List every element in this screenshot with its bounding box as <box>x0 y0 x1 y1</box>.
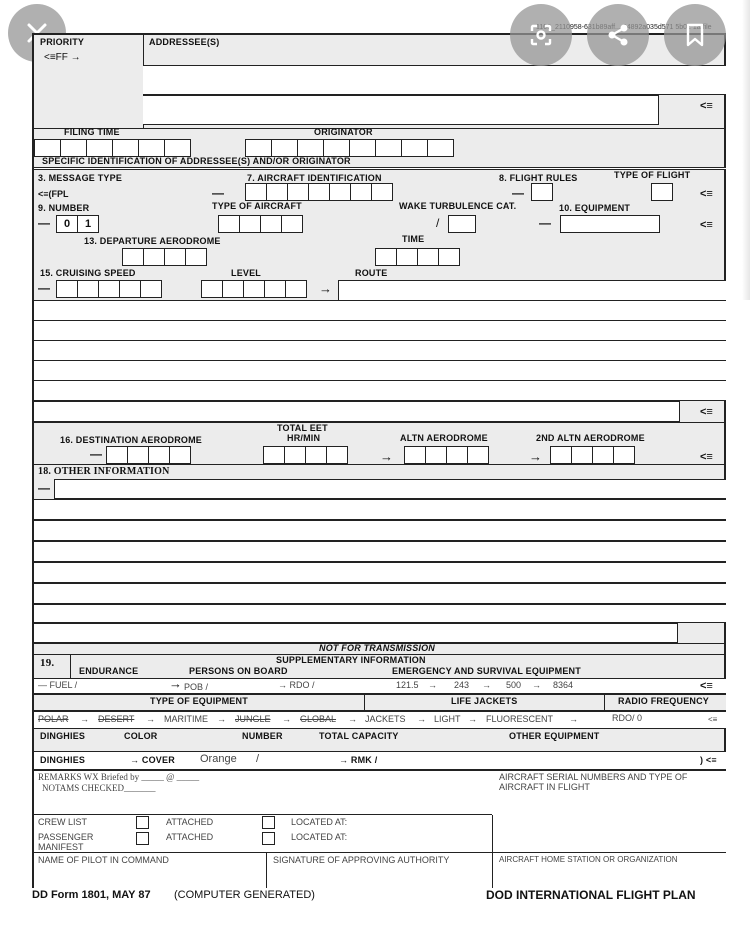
level-boxes[interactable] <box>201 280 306 298</box>
light-option[interactable]: LIGHT <box>434 714 461 724</box>
altn-boxes[interactable] <box>404 446 488 464</box>
cover-value[interactable]: Orange <box>200 753 237 765</box>
maritime-option[interactable]: MARITIME <box>164 714 208 724</box>
priority-value: <≡FF → <box>44 52 81 63</box>
end-symbol: <≡ <box>700 451 713 463</box>
share-button[interactable] <box>587 4 649 66</box>
other-info-line-8[interactable] <box>34 623 678 643</box>
jungle-option[interactable]: JUNGLE <box>235 714 271 724</box>
addressee-label: ADDRESSEE(S) <box>149 37 220 47</box>
total-capacity-header: TOTAL CAPACITY <box>319 731 399 741</box>
route-line-2[interactable] <box>34 300 726 321</box>
end-symbol: <≡ <box>708 715 718 724</box>
dinghies-header: DINGHIES <box>40 731 86 741</box>
other-info-line-7[interactable] <box>34 604 726 623</box>
end-symbol: <≡ <box>700 680 713 692</box>
lens-button[interactable] <box>510 4 572 66</box>
serial-label-2: AIRCRAFT IN FLIGHT <box>499 782 590 792</box>
other-equipment-header: OTHER EQUIPMENT <box>509 731 600 741</box>
global-option[interactable]: GLOBAL <box>300 714 337 724</box>
equipment-field[interactable] <box>560 215 660 233</box>
time-label: TIME <box>402 234 425 244</box>
bookmark-button[interactable] <box>664 4 726 66</box>
rdo-field[interactable]: → RDO / <box>278 680 315 690</box>
end-symbol: <≡ <box>700 100 713 112</box>
life-jackets-label: LIFE JACKETS <box>451 696 518 706</box>
desert-option[interactable]: DESERT <box>98 714 135 724</box>
passenger-label: PASSENGER <box>38 832 94 842</box>
flight-plan-form: PRIORITY ADDRESSEE(S) <≡FF → <≡ FILING TIME ORIGINATOR SPECIFIC IDENTIFICATION OF ADDRESSEE(S) AND/OR ORIGINATOR 3. MESSAGE TYPE 7. AIRCRAFT IDENTIFICATION 8. FLIGHT RULES TYPE OF FLIGHT <≡(FPL — — <≡ 9. NUMBER TYPE OF AIRCRAFT WAKE TURBULENCE CAT. 10. EQUIPMENT — 0 1 / — <≡ 13. DEPARTURE AERODROME TIME 15. CRUISING SPEED LEVEL ROUTE — → <≡ TOTAL EET HR/MIN 16. DESTINATION AERODROME ALTN AERODROME 2ND ALTN AERODROME — → → <≡ 18. OTHER INFORMATION — NOT FOR TRANSMISSION 19. SUPPLEMENTARY INFORMATION ENDURANCE PERSONS ON BOARD EMERGENCY AND SURVIVAL EQUIPMENT — FUEL / → POB / → RDO / 121.5 → 243 → 500 → 8364 <≡ TYPE OF EQUIPMENT LIFE JACKETS RADIO FREQUENCY POLAR → DESERT → MARITIME → JUNGLE → GLOBAL → JACKETS → LIGHT → FLUORESCENT → RDO/ 0 <≡ DINGHIES COLOR NUMBER TOTAL CAPACITY OTHER EQUIPMENT DINGHIES → COVER Orange / → RMK / ) <≡ REMARKS WX Briefed by _____ @ _____ NOTAMS CHECKED_______ AIRCRAFT SERIAL NUMBERS AND TYPE OF AIRCRAFT IN FLIGHT CREW LIST ATTACHED LOCATED AT: PASSENGER MANIFEST ATTACHED LOCATED AT: NAME OF PILOT IN COMMAND SIGNATURE OF APPROVING AUTHORITY AIRCRAFT HOME STATION OR ORGANIZATION <box>32 33 726 888</box>
level-label: LEVEL <box>231 268 262 278</box>
item19-label: 19. <box>40 657 55 669</box>
rdo-zero-field[interactable]: RDO/ 0 <box>612 713 643 723</box>
freq-121-5[interactable]: 121.5 <box>396 680 419 690</box>
addressee-line-1[interactable] <box>143 65 726 95</box>
type-of-equipment-label: TYPE OF EQUIPMENT <box>150 696 248 706</box>
priority-label: PRIORITY <box>40 37 85 47</box>
computer-generated: (COMPUTER GENERATED) <box>174 889 315 901</box>
destination-boxes[interactable] <box>106 446 190 464</box>
signature-label: SIGNATURE OF APPROVING AUTHORITY <box>273 855 450 865</box>
passenger-located-checkbox[interactable] <box>262 832 275 845</box>
addressee-line-2[interactable] <box>143 95 659 125</box>
altn2-label: 2ND ALTN AERODROME <box>536 433 645 443</box>
number-label: 9. NUMBER <box>38 203 90 213</box>
polar-option[interactable]: POLAR <box>38 714 69 724</box>
other-info-line-1[interactable] <box>54 479 726 499</box>
type-of-flight-label: TYPE OF FLIGHT <box>614 170 691 180</box>
form-id: DD Form 1801, MAY 87 <box>32 889 151 901</box>
manifest-label: MANIFEST <box>38 842 84 852</box>
emergency-equip-label: EMERGENCY AND SURVIVAL EQUIPMENT <box>392 666 581 676</box>
aircraft-id-label: 7. AIRCRAFT IDENTIFICATION <box>247 173 382 183</box>
type-of-aircraft-boxes[interactable] <box>218 215 302 233</box>
other-info-line-6[interactable] <box>34 583 726 604</box>
route-line-4[interactable] <box>34 340 726 361</box>
type-of-flight-box[interactable] <box>651 183 672 201</box>
lens-icon <box>528 22 554 48</box>
message-type-label: 3. MESSAGE TYPE <box>38 173 123 183</box>
share-icon <box>605 22 631 48</box>
wake-turbulence-label: WAKE TURBULENCE CAT. <box>399 201 517 211</box>
notams-label[interactable]: NOTAMS CHECKED_______ <box>42 783 156 793</box>
destination-label: 16. DESTINATION AERODROME <box>60 435 203 445</box>
other-info-line-5[interactable] <box>34 562 726 583</box>
endurance-row <box>34 678 726 694</box>
end-symbol: <≡ <box>700 406 713 418</box>
route-line-6[interactable] <box>34 380 726 401</box>
filing-time-boxes[interactable] <box>34 139 190 157</box>
total-eet-label: TOTAL EET <box>277 423 328 433</box>
flight-rules-box[interactable] <box>531 183 552 201</box>
equipment-label: 10. EQUIPMENT <box>559 203 631 213</box>
jackets-option[interactable]: JACKETS <box>365 714 406 724</box>
rmk-label: → RMK / <box>339 755 378 765</box>
other-info-line-2[interactable] <box>34 499 726 520</box>
passenger-located-label: LOCATED AT: <box>291 832 348 842</box>
crew-located-label: LOCATED AT: <box>291 817 348 827</box>
cover-slash: / <box>256 753 260 765</box>
cover-label: → COVER <box>130 755 175 765</box>
aircraft-id-boxes[interactable] <box>245 183 392 201</box>
total-eet-boxes[interactable] <box>263 446 347 464</box>
filing-time-label: FILING TIME <box>64 127 120 137</box>
rmk-end: ) <≡ <box>700 755 717 765</box>
other-info-line-3[interactable] <box>34 520 726 541</box>
crew-list-checkbox[interactable] <box>136 816 149 829</box>
serial-label: AIRCRAFT SERIAL NUMBERS AND TYPE OF <box>499 772 688 782</box>
departure-boxes[interactable] <box>122 248 206 266</box>
message-type-value: <≡(FPL <box>38 189 69 199</box>
dinghies-label: DINGHIES <box>40 755 86 765</box>
freq-8364[interactable]: 8364 <box>553 680 574 690</box>
color-header: COLOR <box>124 731 158 741</box>
time-boxes[interactable] <box>375 248 459 266</box>
hr-min-label: HR/MIN <box>287 433 321 443</box>
form-title: DOD INTERNATIONAL FLIGHT PLAN <box>486 888 696 902</box>
supplementary-label: SUPPLEMENTARY INFORMATION <box>276 655 426 665</box>
crew-attached-label: ATTACHED <box>166 817 214 827</box>
bookmark-icon <box>684 22 706 48</box>
originator-boxes[interactable] <box>245 139 453 157</box>
freq-243[interactable]: 243 <box>454 680 470 690</box>
other-info-label: 18. OTHER INFORMATION <box>38 466 170 477</box>
originator-label: ORIGINATOR <box>314 127 373 137</box>
remarks-label[interactable]: REMARKS WX Briefed by _____ @ _____ <box>38 772 200 782</box>
altn-label: ALTN AERODROME <box>400 433 488 443</box>
altn2-boxes[interactable] <box>550 446 634 464</box>
fluorescent-option[interactable]: FLUORESCENT <box>486 714 554 724</box>
departure-label: 13. DEPARTURE AERODROME <box>84 236 221 246</box>
freq-500[interactable]: 500 <box>506 680 522 690</box>
other-info-line-4[interactable] <box>34 541 726 562</box>
cruising-speed-label: 15. CRUISING SPEED <box>40 268 136 278</box>
file-name-overlay: 1100_2110958-631b89aff... <box>536 24 621 31</box>
fuel-field[interactable]: — FUEL / <box>38 680 78 690</box>
route-label: ROUTE <box>355 268 388 278</box>
scroll-edge <box>742 0 750 300</box>
specific-id-label: SPECIFIC IDENTIFICATION OF ADDRESSEE(S) AND/OR ORIGINATOR <box>42 156 351 166</box>
endurance-label: ENDURANCE <box>79 666 139 676</box>
passenger-attached-label: ATTACHED <box>166 832 214 842</box>
radio-frequency-label: RADIO FREQUENCY <box>618 696 710 706</box>
number-header: NUMBER <box>242 731 283 741</box>
end-symbol: <≡ <box>700 219 713 231</box>
route-line-7[interactable] <box>34 401 680 422</box>
cruising-speed-boxes[interactable] <box>56 280 161 298</box>
number-digit-2[interactable]: 1 <box>77 215 99 233</box>
number-digit-1[interactable]: 0 <box>56 215 78 233</box>
type-of-aircraft-label: TYPE OF AIRCRAFT <box>212 201 302 211</box>
route-line-3[interactable] <box>34 320 726 341</box>
route-line-1[interactable] <box>338 280 726 301</box>
crew-located-checkbox[interactable] <box>262 816 275 829</box>
passenger-checkbox[interactable] <box>136 832 149 845</box>
home-station-label: AIRCRAFT HOME STATION OR ORGANIZATION <box>499 855 678 864</box>
route-line-5[interactable] <box>34 360 726 381</box>
not-for-transmission-label: NOT FOR TRANSMISSION <box>319 643 435 653</box>
crew-list-label: CREW LIST <box>38 817 88 827</box>
pob-field[interactable]: POB / <box>184 682 209 692</box>
persons-on-board-label: PERSONS ON BOARD <box>189 666 288 676</box>
flight-rules-label: 8. FLIGHT RULES <box>499 173 578 183</box>
pilot-label: NAME OF PILOT IN COMMAND <box>38 855 169 865</box>
wake-turbulence-box[interactable] <box>448 215 475 233</box>
end-symbol: <≡ <box>700 188 713 200</box>
